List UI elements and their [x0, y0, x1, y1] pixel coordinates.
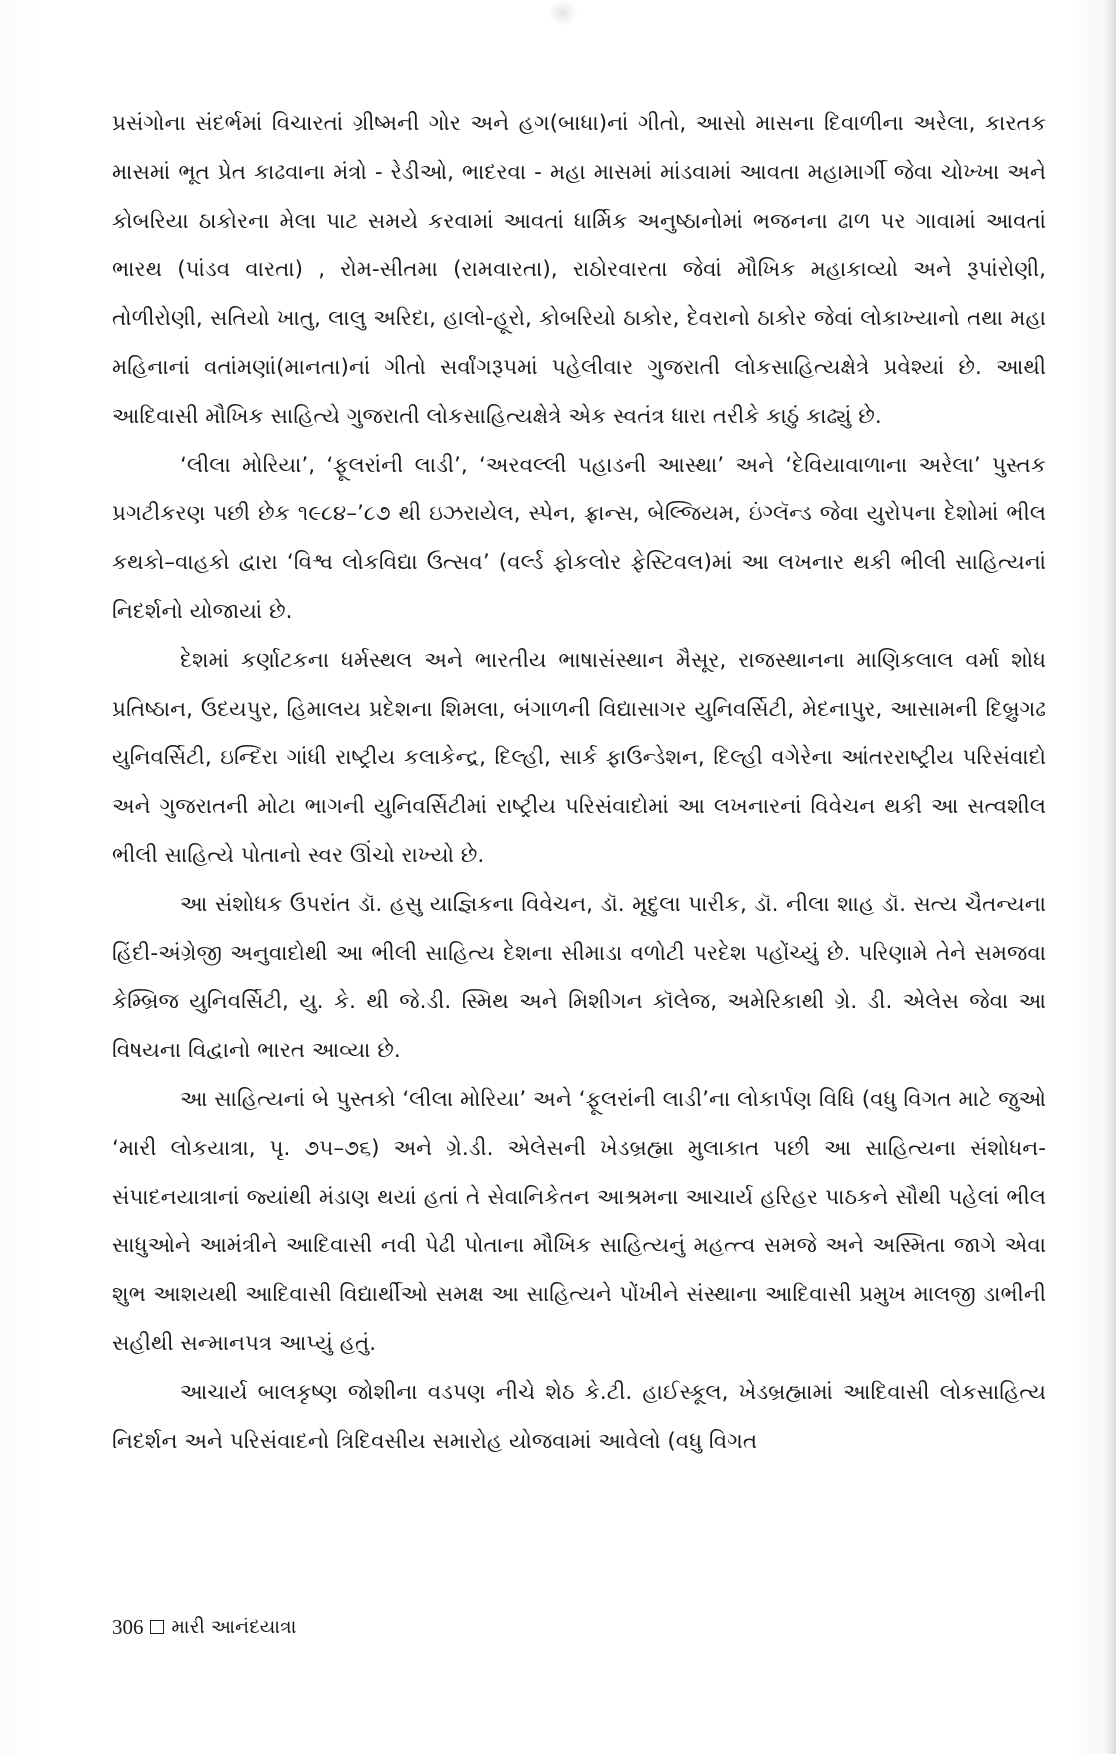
square-icon: [150, 1620, 164, 1634]
scan-mark: [548, 0, 578, 26]
page-footer: [112, 1607, 296, 1647]
running-book-title: મારી આનંદયાત્રા: [171, 1616, 297, 1638]
page-number: 306: [112, 1614, 144, 1639]
scan-edge-shadow: [1106, 0, 1116, 1754]
paragraph-3: દેશમાં કર્ણાટકના ધર્મસ્થલ અને ભારતીય ભાષાસંસ્થાન મૈસૂર, રાજસ્થાનના માણિકલાલ વર્મા શોધ પ્રતિષ્ઠાન, ઉદયપુર, હિમાલય પ્રદેશના શિમલા, બંગાળની વિદ્યાસાગર યુનિવર્સિટી, મેદનાપુર, આસામની દિબ્રુગઢ યુનિવર્સિટી, ઇન્દિરા ગાંધી રાષ્ટ્રીય કલાકેન્દ્ર, દિલ્હી, સાર્ક ફાઉન્ડેશન, દિલ્હી વગેરેના આંતરરાષ્ટ્રીય પરિસંવાદો અને ગુજરાતની મોટા ભાગની યુનિવર્સિટીમાં રાષ્ટ્રીય પરિસંવાદોમાં આ લખનારનાં વિવેચન થકી આ સત્વશીલ ભીલી સાહિત્યે પોતાનો સ્વર ઊંચો રાખ્યો છે.: [112, 647, 1046, 868]
paragraph-4: આ સંશોધક ઉપરાંત ડૉ. હસુ યાજ્ઞિકના વિવેચન, ડૉ. મૃદુલા પારીક, ડૉ. નીલા શાહ ડૉ. સત્ય ચૈતન્યના હિંદી-અંગ્રેજી અનુવાદોથી આ ભીલી સાહિત્ય દેશના સીમાડા વળોટી પરદેશ પહોંચ્યું છે. પરિણામે તેને સમજવા કેમ્બ્રિજ યુનિવર્સિટી, યુ. કે. થી જે.ડી. સ્મિથ અને મિશીગન કૉલેજ, અમેરિકાથી ગ્રે. ડી. એલેસ જેવા આ વિષયના વિદ્વાનો ભારત આવ્યા છે.: [112, 891, 1046, 1064]
body-text: [112, 100, 1046, 1466]
paragraph-6: આચાર્ય બાલકૃષ્ણ જોશીના વડપણ નીચે શેઠ કે.ટી. હાઈસ્કૂલ, ખેડબ્રહ્મામાં આદિવાસી લોકસાહિત્ય નિદર્શન અને પરિસંવાદનો ત્રિદિવસીય સમારોહ યોજવામાં આવેલો (વધુ વિગત: [112, 1379, 1046, 1454]
paragraph-2: ‘લીલા મોરિયા’, ‘ફૂલરાંની લાડી’, ‘અરવલ્લી પહાડની આસ્થા’ અને ‘દેવિયાવાળાના અરેલા’ પુસ્તક પ્રગટીકરણ પછી છેક ૧૯૮૪–’૮૭ થી ઇઝરાયેલ, સ્પેન, ફ્રાન્સ, બેલ્જિયમ, ઇંગ્લૅન્ડ જેવા યુરોપના દેશોમાં ભીલ કથકો–વાહકો દ્વારા ‘વિશ્વ લોકવિદ્યા ઉત્સવ’ (વર્લ્ડ ફોકલોર ફેસ્ટિવલ)માં આ લખનાર થકી ભીલી સાહિત્યનાં નિદર્શનો યોજાયાં છે.: [112, 452, 1046, 624]
paragraph-1: પ્રસંગોના સંદર્ભમાં વિચારતાં ગ્રીષ્મની ગોર અને હગ(બાધા)નાં ગીતો, આસો માસના દિવાળીના અરેલા, કારતક માસમાં ભૂત પ્રેત કાઢવાના મંત્રો - રેડીઓ, ભાદરવા - મહા માસમાં માંડવામાં આવતા મહામાર્ગી જેવા ચોખ્ખા અને કોબરિયા ઠાકોરના મેલા પાટ સમયે કરવામાં આવતાં ધાર્મિક અનુષ્ઠાનોમાં ભજનના ઢાળ પર ગાવામાં આવતાં ભારથ (પાંડવ વારતા) , રોમ-સીતમા (રામવારતા), રાઠોરવારતા જેવાં મૌખિક મહાકાવ્યો અને રૂપાંરોણી, તોળીરોણી, સતિયો ખાતુ, લાલુ અરિદા, હાલો-હૂરો, કોબરિયો ઠાકોર, દેવરાનો ઠાકોર જેવાં લોકાખ્યાનો તથા મહા મહિનાનાં વતાંમણાં(માનતા)નાં ગીતો સર્વાંગરૂપમાં પહેલીવાર ગુજરાતી લોકસાહિત્યક્ષેત્રે પ્રવેશ્યાં છે. આથી આદિવાસી મૌખિક સાહિત્યે ગુજરાતી લોકસાહિત્યક્ષેત્રે એક સ્વતંત્ર ધારા તરીકે કાઠું કાઢ્યું છે.: [112, 111, 1046, 429]
paragraph-5: આ સાહિત્યનાં બે પુસ્તકો ‘લીલા મોરિયા’ અને ‘ફૂલરાંની લાડી’ના લોકાર્પણ વિધિ (વધુ વિગત માટે જુઓ ‘મારી લોકયાત્રા, પૃ. ૭૫–૭૬) અને ગ્રે.ડી. એલેસની ખેડબ્રહ્મા મુલાકાત પછી આ સાહિત્યના સંશોધન-સંપાદનયાત્રાનાં જ્યાંથી મંડાણ થયાં હતાં તે સેવાનિકેતન આશ્રમના આચાર્ય હરિહર પાઠકને સૌથી પહેલાં ભીલ સાધુઓને આમંત્રીને આદિવાસી નવી પેઢી પોતાના મૌખિક સાહિત્યનું મહત્ત્વ સમજે અને અસ્મિતા જાગે એવા શુભ આશયથી આદિવાસી વિદ્યાર્થીઓ સમક્ષ આ સાહિત્યને પોંખીને સંસ્થાના આદિવાસી પ્રમુખ માલજી ડાભીની સહીથી સન્માનપત્ર આપ્યું હતું.: [112, 1086, 1046, 1356]
